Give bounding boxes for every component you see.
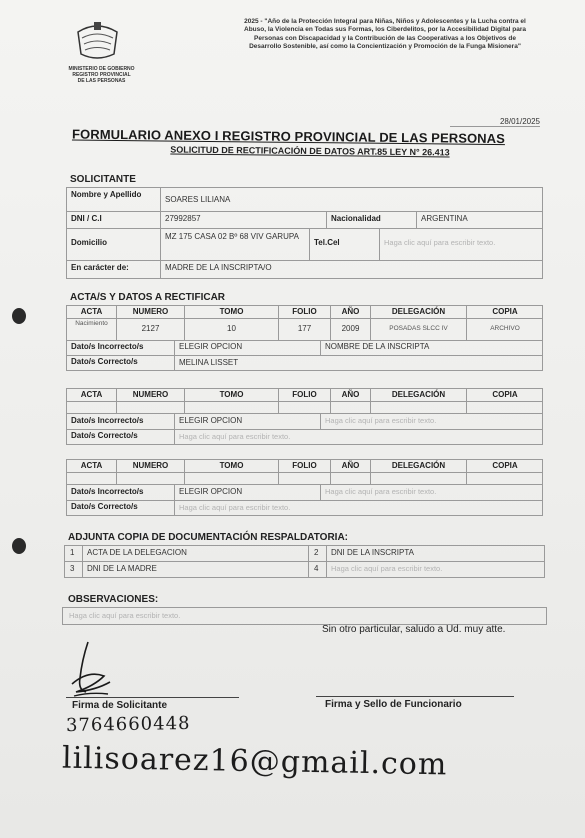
delegacion-field[interactable] — [371, 473, 467, 485]
anio-field[interactable]: 2009 — [331, 319, 371, 341]
doc-number: 1 — [65, 546, 83, 562]
col-delegacion-header: DELEGACIÓN — [371, 389, 467, 402]
handwritten-email: lilisoarez16@gmail.com — [61, 740, 448, 783]
tomo-field[interactable] — [185, 473, 279, 485]
copia-field[interactable] — [467, 402, 543, 414]
col-numero-header: NUMERO — [117, 389, 185, 402]
col-acta-header: ACTA — [67, 389, 117, 402]
col-folio-header: FOLIO — [279, 389, 331, 402]
correcto-field[interactable]: MELINA LISSET — [179, 358, 239, 367]
correcto-label: Dato/s Correcto/s — [67, 501, 175, 516]
ministry-caption — [54, 66, 149, 84]
documentacion-table — [64, 545, 545, 578]
correcto-label: Dato/s Correcto/s — [67, 356, 175, 371]
numero-field[interactable] — [117, 402, 185, 414]
folio-field[interactable] — [279, 402, 331, 414]
handwritten-signature — [66, 640, 116, 700]
copia-field[interactable] — [467, 473, 543, 485]
acta-block-3 — [66, 459, 543, 516]
solicitante-heading: SOLICITANTE — [70, 174, 136, 185]
nacionalidad-label: Nacionalidad — [327, 212, 417, 229]
tomo-field[interactable]: 10 — [185, 319, 279, 341]
domicilio-label: Domicilio — [67, 229, 161, 261]
province-seal-logo — [70, 18, 125, 64]
doc-item-field[interactable]: ACTA DE LA DELEGACION — [83, 546, 309, 562]
incorrecto-select[interactable]: ELEGIR OPCION — [175, 341, 321, 356]
col-anio-header: AÑO — [331, 389, 371, 402]
col-numero-header: NUMERO — [117, 306, 185, 319]
tel-label: Tel.Cel — [310, 229, 380, 261]
funcionario-signature-label: Firma y Sello de Funcionario — [325, 699, 462, 710]
acta-type-field[interactable] — [67, 473, 117, 485]
observaciones-field[interactable]: Haga clic aquí para escribir texto. — [62, 607, 547, 625]
solicitante-signature-line — [66, 697, 239, 698]
anio-field[interactable] — [331, 402, 371, 414]
col-acta-header: ACTA — [67, 306, 117, 319]
incorrecto-label: Dato/s Incorrecto/s — [67, 485, 175, 501]
binder-hole — [12, 308, 26, 324]
incorrecto-field[interactable]: NOMBRE DE LA INSCRIPTA — [321, 341, 543, 356]
doc-item-field[interactable]: Haga clic aquí para escribir texto. — [331, 564, 443, 573]
delegacion-field[interactable] — [371, 402, 467, 414]
caracter-field[interactable]: MADRE DE LA INSCRIPTA/O — [165, 263, 272, 272]
incorrecto-field[interactable]: Haga clic aquí para escribir texto. — [321, 414, 543, 430]
numero-field[interactable]: 2127 — [117, 319, 185, 341]
incorrecto-field[interactable]: Haga clic aquí para escribir texto. — [321, 485, 543, 501]
col-copia-header: COPIA — [467, 389, 543, 402]
binder-hole — [12, 538, 26, 554]
doc-number: 3 — [65, 562, 83, 578]
dni-label: DNI / C.I — [67, 212, 161, 229]
doc-item-field[interactable]: DNI DE LA INSCRIPTA — [327, 546, 545, 562]
col-anio-header: AÑO — [331, 460, 371, 473]
nombre-label: Nombre y Apellido — [67, 188, 161, 212]
nacionalidad-field[interactable]: ARGENTINA — [417, 212, 543, 229]
year-motto: 2025 - "Año de la Protección Integral para Niñas, Niños y Adolescentes y la Lucha contra el Abuso, la Violencia en Todas sus Formas, los Ciberdelitos, por la Accesibilidad Digital para Personas con Discapacidad y la Contribución de las Cooperativas a los Objetivos de Desarrollo Sostenible, así como la Concientización y Promoción de la Funga Misionera" — [244, 18, 526, 50]
copia-field[interactable]: ARCHIVO — [467, 319, 543, 341]
incorrecto-select[interactable]: ELEGIR OPCION — [175, 485, 321, 501]
observaciones-heading: OBSERVACIONES: — [68, 594, 159, 605]
anio-field[interactable] — [331, 473, 371, 485]
correcto-field[interactable]: Haga clic aquí para escribir texto. — [179, 432, 291, 441]
nombre-field[interactable]: SOARES LILIANA — [161, 188, 543, 212]
col-delegacion-header: DELEGACIÓN — [371, 460, 467, 473]
correcto-label: Dato/s Correcto/s — [67, 430, 175, 445]
form-subtitle: SOLICITUD DE RECTIFICACIÓN DE DATOS ART.85 LEY N° 26.413 — [170, 144, 450, 158]
doc-item-field[interactable]: DNI DE LA MADRE — [83, 562, 309, 578]
col-tomo-header: TOMO — [185, 306, 279, 319]
correcto-field[interactable]: Haga clic aquí para escribir texto. — [179, 503, 291, 512]
acta-type-field[interactable]: Nacimiento — [67, 319, 117, 341]
incorrecto-label: Dato/s Incorrecto/s — [67, 341, 175, 356]
acta-type-field[interactable] — [67, 402, 117, 414]
dni-field[interactable]: 27992857 — [161, 212, 327, 229]
form-title: FORMULARIO ANEXO I REGISTRO PROVINCIAL DE LAS PERSONAS — [71, 126, 506, 147]
ministry-line: REGISTRO PROVINCIAL — [72, 72, 131, 78]
acta-block-2 — [66, 388, 543, 445]
delegacion-field[interactable]: POSADAS SLCC IV — [371, 319, 467, 341]
col-tomo-header: TOMO — [185, 460, 279, 473]
funcionario-signature-line — [316, 696, 514, 697]
incorrecto-select[interactable]: ELEGIR OPCION — [175, 414, 321, 430]
col-delegacion-header: DELEGACIÓN — [371, 306, 467, 319]
incorrecto-label: Dato/s Incorrecto/s — [67, 414, 175, 430]
actas-heading: ACTA/S Y DATOS A RECTIFICAR — [70, 292, 226, 303]
solicitante-table — [66, 187, 543, 279]
tel-field[interactable]: Haga clic aquí para escribir texto. — [380, 229, 543, 261]
ministry-line: DE LAS PERSONAS — [77, 78, 126, 84]
doc-number: 2 — [309, 546, 327, 562]
col-copia-header: COPIA — [467, 460, 543, 473]
col-acta-header: ACTA — [67, 460, 117, 473]
caracter-label: En carácter de: — [67, 261, 161, 279]
doc-number: 4 — [309, 562, 327, 578]
handwritten-phone: 3764660448 — [65, 712, 191, 737]
col-folio-header: FOLIO — [279, 460, 331, 473]
documentacion-heading: ADJUNTA COPIA DE DOCUMENTACIÓN RESPALDATORIA: — [68, 532, 348, 543]
domicilio-field[interactable]: MZ 175 CASA 02 Bº 68 VIV GARUPA — [161, 229, 310, 261]
form-date: 28/01/2025 — [450, 117, 540, 127]
folio-field[interactable]: 177 — [279, 319, 331, 341]
col-copia-header: COPIA — [467, 306, 543, 319]
numero-field[interactable] — [117, 473, 185, 485]
col-tomo-header: TOMO — [185, 389, 279, 402]
col-numero-header: NUMERO — [117, 460, 185, 473]
col-anio-header: AÑO — [331, 306, 371, 319]
acta-block-1 — [66, 305, 543, 371]
ministry-line: MINISTERIO DE GOBIERNO — [68, 66, 135, 72]
closing-text: Sin otro particular, saludo a Ud. muy atte. — [322, 624, 506, 635]
tomo-field[interactable] — [185, 402, 279, 414]
col-folio-header: FOLIO — [279, 306, 331, 319]
folio-field[interactable] — [279, 473, 331, 485]
solicitante-signature-label: Firma de Solicitante — [72, 700, 168, 711]
